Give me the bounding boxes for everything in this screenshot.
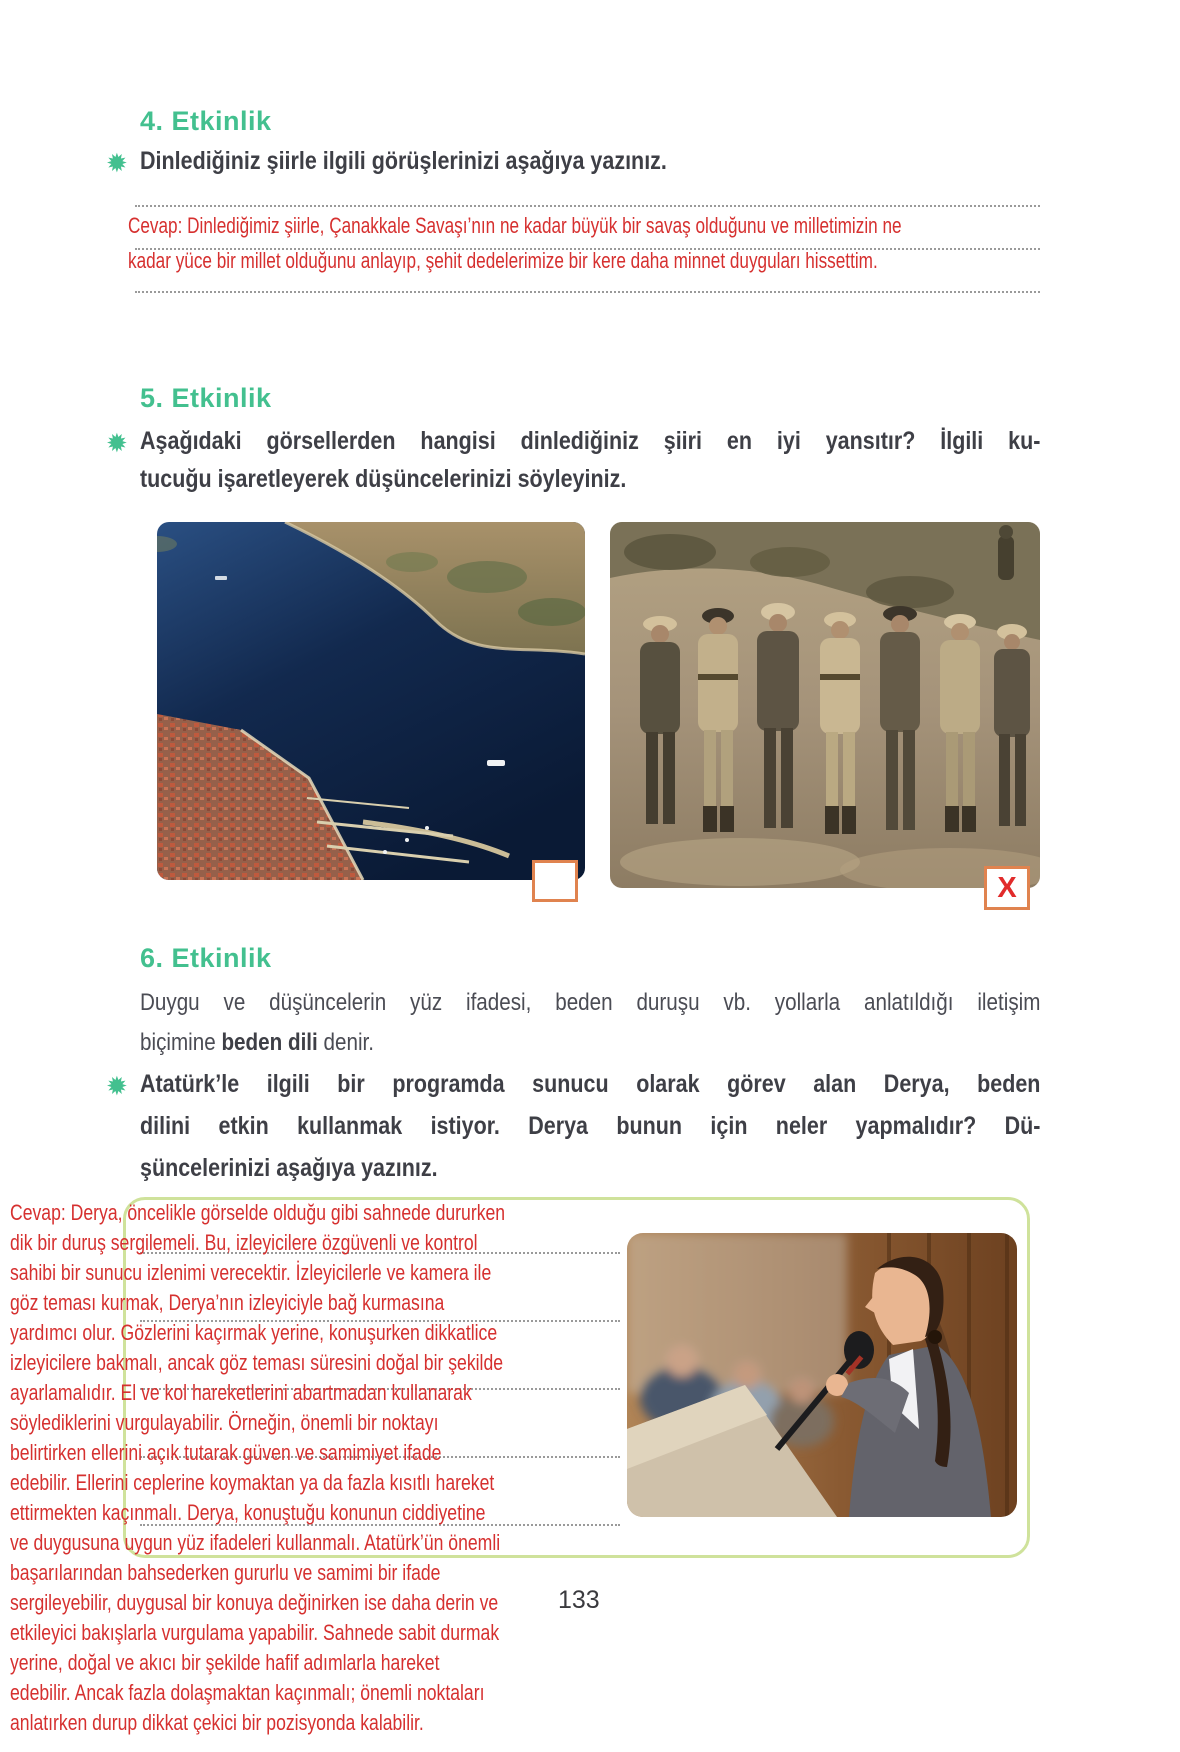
activity6-answer-line: söylediklerini vurgulayabilir. Örneğin, önemli bir noktayı	[10, 1410, 439, 1435]
activity4-instruction: Dinlediğiniz şiirle ilgili görüşlerinizi aşağıya yazınız.	[140, 147, 667, 175]
activity6-answer-line: yardımcı olur. Gözlerini kaçırmak yerine, konuşurken dikkatlice	[10, 1320, 498, 1345]
activity6-answer-line: izleyicilere bakmalı, ancak göz teması süresini doğal bir şekilde	[10, 1350, 504, 1375]
star-bullet-icon: ✹	[106, 1071, 128, 1101]
activity6-answer-line: ayarlamalıdır. El ve kol hareketlerini abartmadan kullanarak	[10, 1380, 472, 1405]
activity6-heading: 6. Etkinlik	[140, 943, 272, 973]
activity4-answer-line: kadar yüce bir millet olduğunu anlayıp, şehit dedelerimize bir kere daha minnet duyguları hissettim.	[128, 248, 878, 273]
activity4-heading: 4. Etkinlik	[140, 106, 272, 136]
answer-rule-line	[135, 205, 1040, 207]
activity6-answer-line: anlatırken durup dikkat çekici bir pozisyonda kalabilir.	[10, 1710, 424, 1735]
activity6-answer-line: edebilir. Ancak fazla dolaşmaktan kaçınmalı; önemli noktaları	[10, 1680, 485, 1705]
soldiers-illustration	[610, 522, 1040, 888]
definition-term: beden dili	[221, 1029, 318, 1056]
definition-line: Duygu ve düşüncelerin yüz ifadesi, beden duruşu vb. yollarla anlatıldığı iletişim	[140, 989, 1041, 1016]
activity5-instruction-line: tucuğu işaretleyerek düşüncelerinizi söyleyiniz.	[140, 465, 627, 493]
definition-line	[140, 1029, 374, 1057]
soldiers-photo	[610, 522, 1040, 888]
activity6-answer-line: başarılarından bahsederken gururlu ve samimi bir ifade	[10, 1560, 441, 1585]
image2-checkbox[interactable]: X	[984, 866, 1030, 910]
speaker-illustration	[627, 1233, 1017, 1517]
activity6-answer-line: yerine, doğal ve akıcı bir şekilde hafif adımlarla hareket	[10, 1650, 440, 1675]
activity6-answer-line: dik bir duruş sergilemeli. Bu, izleyicilere özgüvenli ve kontrol	[10, 1230, 478, 1255]
activity6-answer-line: ettirmekten kaçınmalı. Derya, konuştuğu konunun ciddiyetine	[10, 1500, 486, 1525]
activity4-answer-line: Cevap: Dinlediğimiz şiirle, Çanakkale Savaşı’nın ne kadar büyük bir savaş olduğunu ve milletimizin ne	[128, 213, 902, 238]
activity6-instruction-line: şüncelerinizi aşağıya yazınız.	[140, 1154, 438, 1182]
activity6-answer-line: ve duygusuna uygun yüz ifadeleri kullanmalı. Atatürk’ün önemli	[10, 1530, 501, 1555]
speaker-photo	[627, 1233, 1017, 1517]
activity6-answer-line: edebilir. Ellerini ceplerine koymaktan ya da fazla kısıtlı hareket	[10, 1470, 495, 1495]
page-number: 133	[558, 1586, 600, 1614]
activity6-answer-line: sahibi bir sunucu izlenimi verecektir. İzleyicilerle ve kamera ile	[10, 1260, 492, 1285]
activity6-instruction-line: dilini etkin kullanmak istiyor. Derya bunun için neler yapmalıdır? Dü-	[140, 1112, 1041, 1140]
definition-text: biçimine	[140, 1029, 222, 1056]
activity6-instruction-line: Atatürk’le ilgili bir programda sunucu olarak görev alan Derya, beden	[140, 1070, 1041, 1098]
aerial-coast-photo	[157, 522, 585, 880]
definition-text: denir.	[317, 1029, 375, 1056]
activity6-answer-line: belirtirken ellerini açık tutarak güven ve samimiyet ifade	[10, 1440, 442, 1465]
star-bullet-icon: ✹	[106, 148, 128, 178]
activity6-answer-line: göz teması kurmak, Derya’nın izleyiciyle bağ kurmasına	[10, 1290, 445, 1315]
activity6-answer-line: etkileyici bakışlarla vurgulama yapabilir. Sahnede sabit durmak	[10, 1620, 500, 1645]
activity6-answer-line: Cevap: Derya, öncelikle görselde olduğu gibi sahnede dururken	[10, 1200, 506, 1225]
activity5-heading: 5. Etkinlik	[140, 383, 272, 413]
aerial-coast-illustration	[157, 522, 585, 880]
activity6-answer-line: sergileyebilir, duygusal bir konuya değinirken ise daha derin ve	[10, 1590, 499, 1615]
answer-rule-line	[135, 291, 1040, 293]
star-bullet-icon: ✹	[106, 428, 128, 458]
image1-checkbox[interactable]	[532, 860, 578, 902]
activity5-instruction-line: Aşağıdaki görsellerden hangisi dinlediğiniz şiiri en iyi yansıtır? İlgili ku-	[140, 427, 1041, 455]
